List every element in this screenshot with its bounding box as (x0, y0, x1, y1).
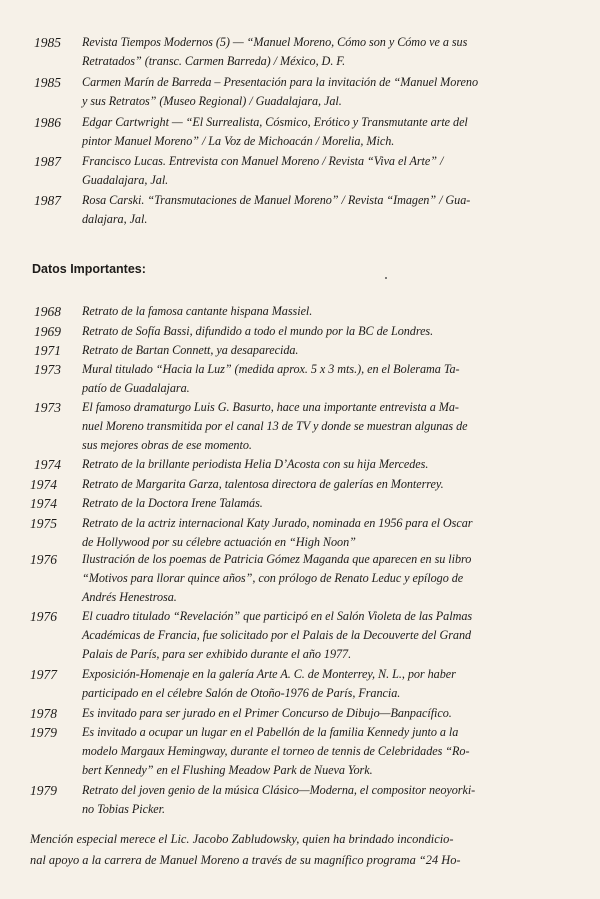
event-text-line: de Hollywood por su célebre actuación en “High Noon” (82, 535, 356, 549)
event-text (82, 494, 558, 513)
bibliography-text-line: pintor Manuel Moreno” / La Voz de Michoacán / Morelia, Mich. (82, 134, 395, 148)
event-text-line: Retrato de la Doctora Irene Talamás. (82, 496, 263, 510)
note-line: Mención especial merece el Lic. Jacobo Zabludowsky, quien ha brindado incondicio- (30, 832, 454, 846)
event-text-line: patío de Guadalajara. (82, 381, 190, 395)
event-year: 1979 (30, 725, 57, 740)
event-text-line: Retrato de la actriz internacional Katy Jurado, nominada en 1956 para el Oscar (82, 516, 473, 530)
bibliography-text-line: dalajara, Jal. (82, 212, 148, 226)
bibliography-text-line: Retratados” (transc. Carmen Barreda) / México, D. F. (82, 54, 346, 68)
bibliography-text-line: Guadalajara, Jal. (82, 173, 169, 187)
bibliography-text (82, 33, 558, 71)
event-text (82, 475, 558, 494)
event-year: 1976 (30, 552, 57, 567)
event-year: 1978 (30, 706, 57, 721)
event-text-line: Retrato del joven genio de la música Clásico—Moderna, el compositor neoyorki- (82, 783, 476, 797)
bibliography-text (82, 191, 558, 229)
event-year: 1974 (34, 457, 61, 472)
event-year: 1976 (30, 609, 57, 624)
event-year: 1975 (30, 516, 57, 531)
event-year: 1973 (34, 400, 61, 415)
event-text-line: Es invitado para ser jurado en el Primer Concurso de Dibujo—Banpacífico. (82, 706, 452, 720)
event-year: 1974 (30, 477, 57, 492)
event-text (82, 322, 558, 341)
event-text-line: sus mejores obras de ese momento. (82, 438, 252, 452)
event-text-line: bert Kennedy” en el Flushing Meadow Park de Nueva York. (82, 763, 373, 777)
event-text-line: Palais de París, para ser exhibido durante el año 1977. (82, 647, 352, 661)
bibliography-text-line: Edgar Cartwright — “El Surrealista, Cósmico, Erótico y Transmutante arte del (82, 115, 468, 129)
event-text-line: Andrés Henestrosa. (82, 590, 177, 604)
event-text-line: Mural titulado “Hacia la Luz” (medida aprox. 5 x 3 mts.), en el Bolerama Ta- (82, 362, 460, 376)
event-text (82, 781, 558, 819)
bibliography-text-line: Carmen Marín de Barreda – Presentación para la invitación de “Manuel Moreno (82, 75, 479, 89)
event-text (82, 514, 558, 552)
bibliography-text-line: Rosa Carski. “Transmutaciones de Manuel Moreno” / Revista “Imagen” / Gua- (82, 193, 471, 207)
event-year: 1979 (30, 783, 57, 798)
event-text (82, 360, 558, 398)
event-text-line: Es invitado a ocupar un lugar en el Pabellón de la familia Kennedy junto a la (82, 725, 459, 739)
event-text-line: Retrato de Sofía Bassi, difundido a todo el mundo por la BC de Londres. (82, 324, 434, 338)
event-text-line: Retrato de Bartan Connett, ya desaparecida. (82, 343, 299, 357)
event-year: 1974 (30, 496, 57, 511)
event-text (82, 704, 558, 723)
event-text-line: modelo Margaux Hemingway, durante el torneo de tennis de Celebridades “Ro- (82, 744, 470, 758)
bibliography-year: 1986 (34, 115, 61, 130)
event-text (82, 341, 558, 360)
event-year: 1971 (34, 343, 61, 358)
bibliography-text-line: Francisco Lucas. Entrevista con Manuel Moreno / Revista “Viva el Arte” / (82, 154, 444, 168)
bibliography-text (82, 152, 558, 190)
bibliography-year: 1985 (34, 75, 61, 90)
bibliography-year: 1987 (34, 193, 61, 208)
section-heading: Datos Importantes: (32, 262, 146, 276)
event-text (82, 550, 558, 607)
event-text (82, 455, 558, 474)
event-text-line: Retrato de la brillante periodista Helia D’Acosta con su hija Mercedes. (82, 457, 429, 471)
event-text-line: no Tobias Picker. (82, 802, 165, 816)
event-text (82, 607, 558, 664)
event-year: 1968 (34, 304, 61, 319)
event-text-line: Académicas de Francia, fue solicitado por el Palais de la Decouverte del Grand (82, 628, 472, 642)
note-line: nal apoyo a la carrera de Manuel Moreno a través de su magnífico programa “24 Ho- (30, 853, 461, 867)
event-text-line: “Motivos para llorar quince años”, con prólogo de Renato Leduc y epílogo de (82, 571, 464, 585)
event-text-line: Ilustración de los poemas de Patricia Gómez Maganda que aparecen en su libro (82, 552, 472, 566)
bibliography-text-line: y sus Retratos” (Museo Regional) / Guadalajara, Jal. (82, 94, 342, 108)
closing-note (30, 829, 558, 871)
event-text (82, 302, 558, 321)
event-text-line: Exposición-Homenaje en la galería Arte A. C. de Monterrey, N. L., por haber (82, 667, 456, 681)
event-text-line: participado en el célebre Salón de Otoño-1976 de París, Francia. (82, 686, 401, 700)
event-text-line: El cuadro titulado “Revelación” que participó en el Salón Violeta de las Palmas (82, 609, 473, 623)
bibliography-text-line: Revista Tiempos Modernos (5) — “Manuel Moreno, Cómo son y Cómo ve a sus (82, 35, 468, 49)
bibliography-text (82, 73, 558, 111)
event-text-line: El famoso dramaturgo Luis G. Basurto, hace una importante entrevista a Ma- (82, 400, 459, 414)
bibliography-year: 1985 (34, 35, 61, 50)
paper-speck (385, 277, 387, 279)
event-text (82, 665, 558, 703)
event-text (82, 723, 558, 780)
event-text-line: Retrato de la famosa cantante hispana Massiel. (82, 304, 313, 318)
event-text-line: Retrato de Margarita Garza, talentosa directora de galerías en Monterrey. (82, 477, 444, 491)
event-text (82, 398, 558, 455)
bibliography-year: 1987 (34, 154, 61, 169)
event-year: 1973 (34, 362, 61, 377)
event-text-line: nuel Moreno transmitida por el canal 13 de TV y donde se muestran algunas de (82, 419, 468, 433)
event-year: 1969 (34, 324, 61, 339)
bibliography-text (82, 113, 558, 151)
event-year: 1977 (30, 667, 57, 682)
